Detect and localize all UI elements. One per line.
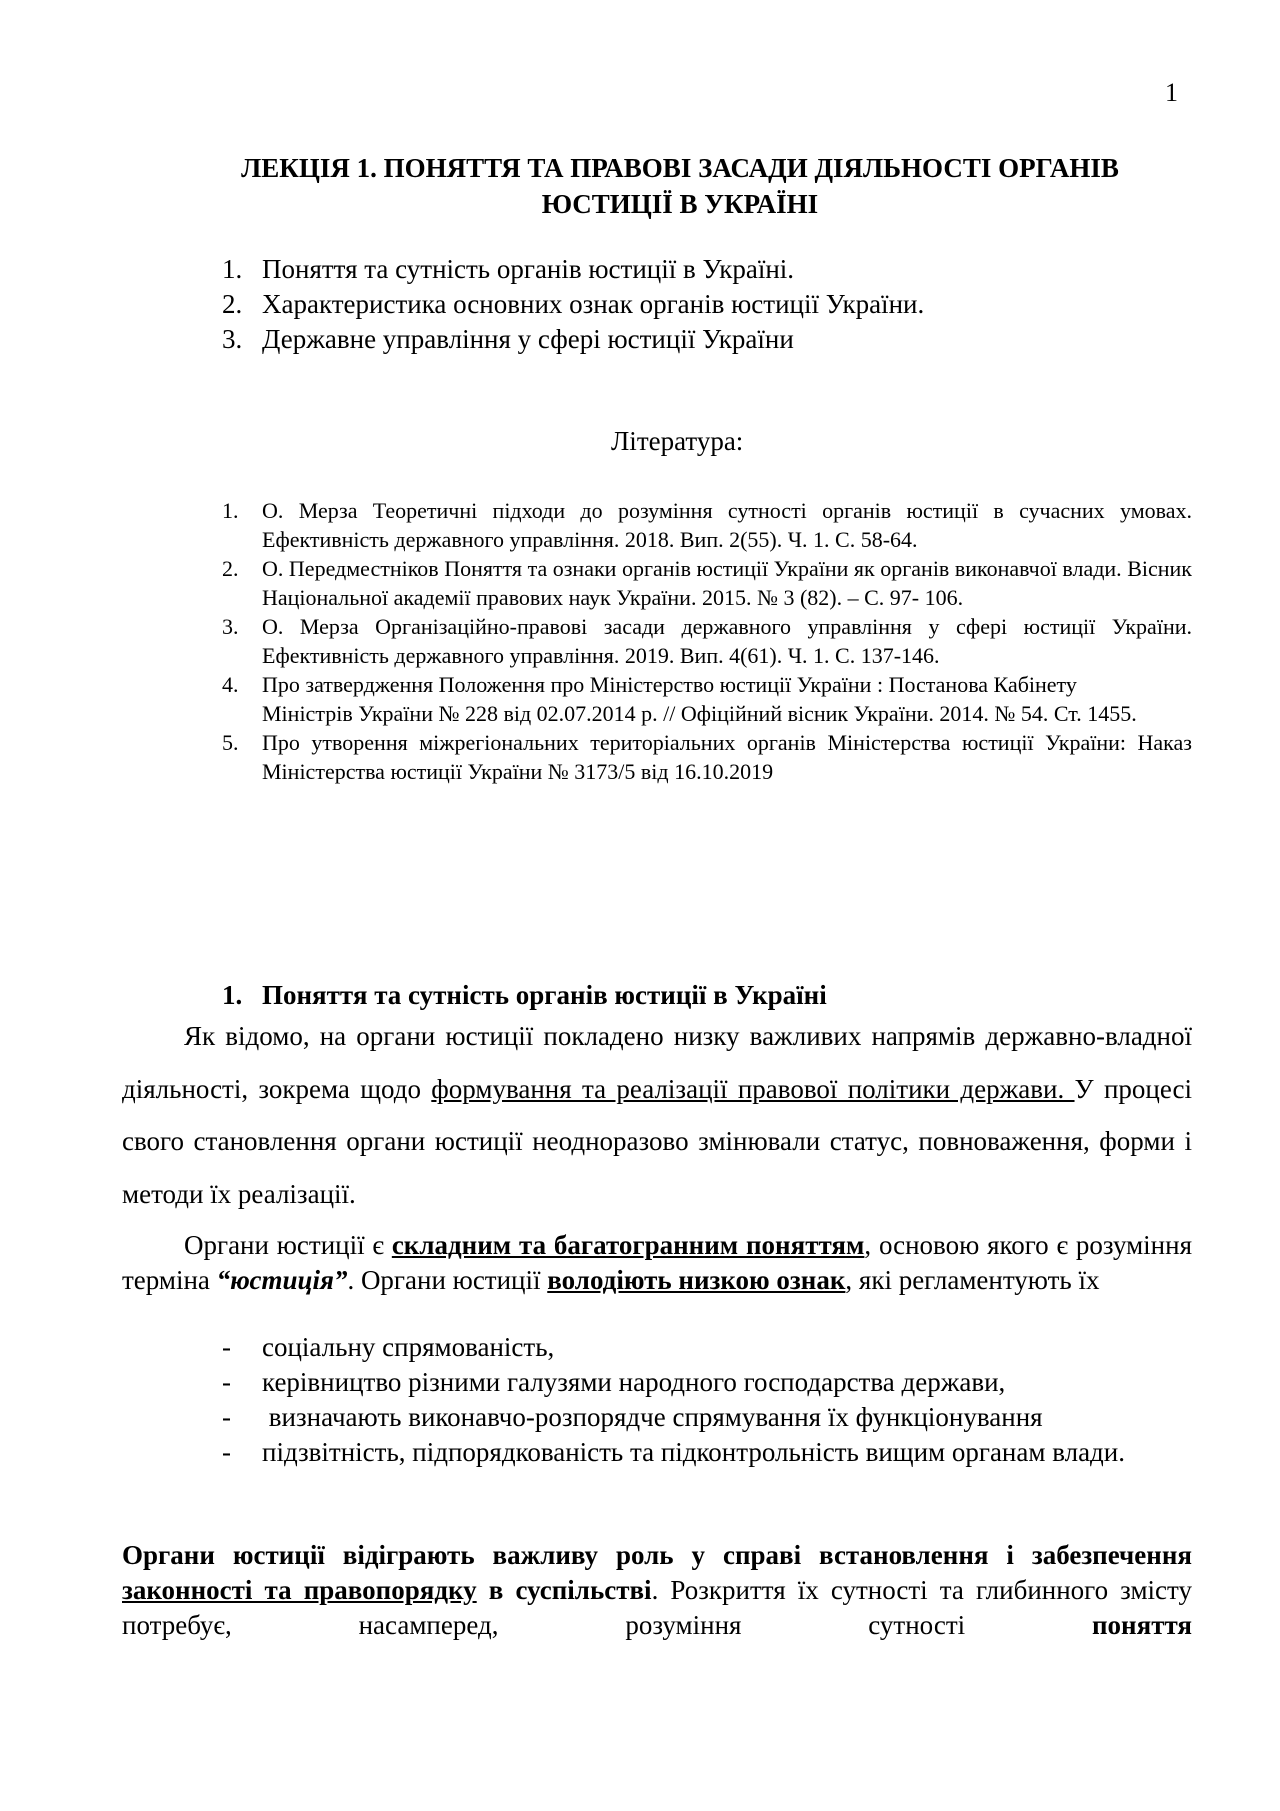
literature-item: [222, 554, 1192, 612]
dash-marker: -: [222, 1437, 231, 1467]
literature-item-text-part-b: Міністрів України № 228 від 02.07.2014 р. // Офіційний вісник України. 2014. № 54. Ст. 1455.: [262, 701, 1137, 726]
list-item: [222, 1330, 1192, 1365]
paragraph-role-bold-c: поняття: [1092, 1610, 1192, 1640]
paragraph-concept-bold-underlined-1: складним та багатогранним поняттям: [391, 1230, 865, 1260]
plan-item: [222, 287, 1182, 322]
paragraph-concept-text-a: Органи юстиції є: [184, 1230, 392, 1260]
list-item: [222, 1435, 1192, 1470]
paragraph-concept-text-d: , які регламентують їх: [845, 1265, 1100, 1295]
plan-item-text: Характеристика основних ознак органів юстиції України.: [262, 289, 925, 319]
section-heading: [222, 980, 827, 1011]
literature-item: [222, 612, 1192, 670]
plan-item-number: 2.: [222, 289, 243, 319]
paragraph-concept-term: “юстиція”: [216, 1265, 348, 1295]
list-item-text: соціальну спрямованість,: [262, 1332, 555, 1362]
literature-item-text: О. Мерза Теоретичні підходи до розуміння сутності органів юстиції в сучасних умовах. Ефективність державного управління. 2018. Вип. 2(55). Ч. 1. С. 58-64.: [262, 498, 1192, 552]
literature-item: [222, 670, 1192, 728]
lecture-plan: [222, 252, 1182, 357]
paragraph-role-bold-b: в суспільстві: [476, 1575, 652, 1605]
section-heading-text: Поняття та сутність органів юстиції в Україні: [262, 980, 827, 1010]
paragraph-concept-text-b: , основою якого є розуміння терміна: [122, 1230, 1193, 1295]
paragraph-role-bold-a: Органи юстиції відіграють важливу роль у справі встановлення і забезпечення: [122, 1540, 1192, 1570]
paragraph-concept-text-c: . Органи юстиції: [347, 1265, 548, 1295]
literature-item-text: [262, 670, 1192, 728]
literature-item: [222, 728, 1192, 786]
list-item-text: визначають виконавчо-розпорядче спрямування їх функціонування: [262, 1402, 1043, 1432]
title-line-2: ЮСТИЦІЇ В УКРАЇНІ: [541, 189, 819, 219]
literature-list: [222, 496, 1192, 786]
page-number: 1: [1165, 78, 1178, 107]
list-item-text: керівництво різними галузями народного господарства держави,: [262, 1367, 1006, 1397]
plan-item-text: Поняття та сутність органів юстиції в Україні.: [262, 254, 795, 284]
plan-item: [222, 322, 1182, 357]
literature-item-text: О. Передместніков Поняття та ознаки органів юстиції України як органів виконавчої влади. Вісник Національної академії правових наук України. 2015. № 3 (82). – С. 97- 106.: [262, 556, 1192, 610]
paragraph-concept-bold-underlined-2: володіють низкою ознак: [547, 1265, 846, 1295]
literature-item: [222, 496, 1192, 554]
list-item-text: підзвітність, підпорядкованість та підконтрольність вищим органам влади.: [262, 1437, 1125, 1467]
literature-heading: Література:: [611, 426, 744, 456]
literature-item-number: 3.: [222, 614, 239, 639]
list-item: [222, 1365, 1192, 1400]
literature-item-text: О. Мерза Організаційно-правові засади державного управління у сфері юстиції України. Ефективність державного управління. 2019. Вип. 4(61). Ч. 1. С. 137-146.: [262, 614, 1192, 668]
literature-item-number: 2.: [222, 556, 239, 581]
paragraph-intro-text-b: У процесі свого становлення органи юстиції неодноразово змінювали статус, повноваження, форми і методи їх реалізації.: [122, 1073, 1193, 1209]
literature-item-text: Про утворення міжрегіональних територіальних органів Міністерства юстиції України: Наказ Міністерства юстиції України № 3173/5 від 16.10.2019: [262, 730, 1192, 784]
plan-item: [222, 252, 1182, 287]
list-item: [222, 1400, 1192, 1435]
dash-marker: -: [222, 1402, 231, 1432]
dash-marker: -: [222, 1332, 231, 1362]
paragraph-intro-text-a: Як відомо, на органи юстиції покладено низку важливих напрямів державно-владної діяльності, зокрема щодо: [122, 1021, 1192, 1104]
plan-item-number: 1.: [222, 254, 243, 284]
dash-marker: -: [222, 1367, 231, 1397]
literature-item-number: 5.: [222, 730, 239, 755]
paragraph-concept: [122, 1228, 1192, 1298]
section-heading-number: 1.: [222, 980, 243, 1010]
paragraph-role-text: . Розкриття їх сутності та глибинного змісту потребує, насамперед, розуміння сутності: [122, 1575, 1192, 1640]
lecture-title: [180, 150, 1180, 222]
literature-item-number: 1.: [222, 498, 239, 523]
features-list: [222, 1330, 1192, 1470]
paragraph-intro-underlined: формування та реалізації правової політики держави.: [431, 1073, 1075, 1104]
plan-item-number: 3.: [222, 324, 243, 354]
literature-item-number: 4.: [222, 672, 239, 697]
paragraph-intro: [122, 1010, 1192, 1220]
paragraph-role: [122, 1538, 1192, 1643]
literature-item-text-part-a: Про затвердження Положення про Міністерство юстиції України : Постанова Кабінету: [262, 672, 1077, 697]
title-line-1: ЛЕКЦІЯ 1. ПОНЯТТЯ ТА ПРАВОВІ ЗАСАДИ ДІЯЛЬНОСТІ ОРГАНІВ: [241, 153, 1119, 183]
paragraph-role-bold-underlined: законності та правопорядку: [122, 1575, 477, 1605]
plan-item-text: Державне управління у сфері юстиції України: [262, 324, 794, 354]
